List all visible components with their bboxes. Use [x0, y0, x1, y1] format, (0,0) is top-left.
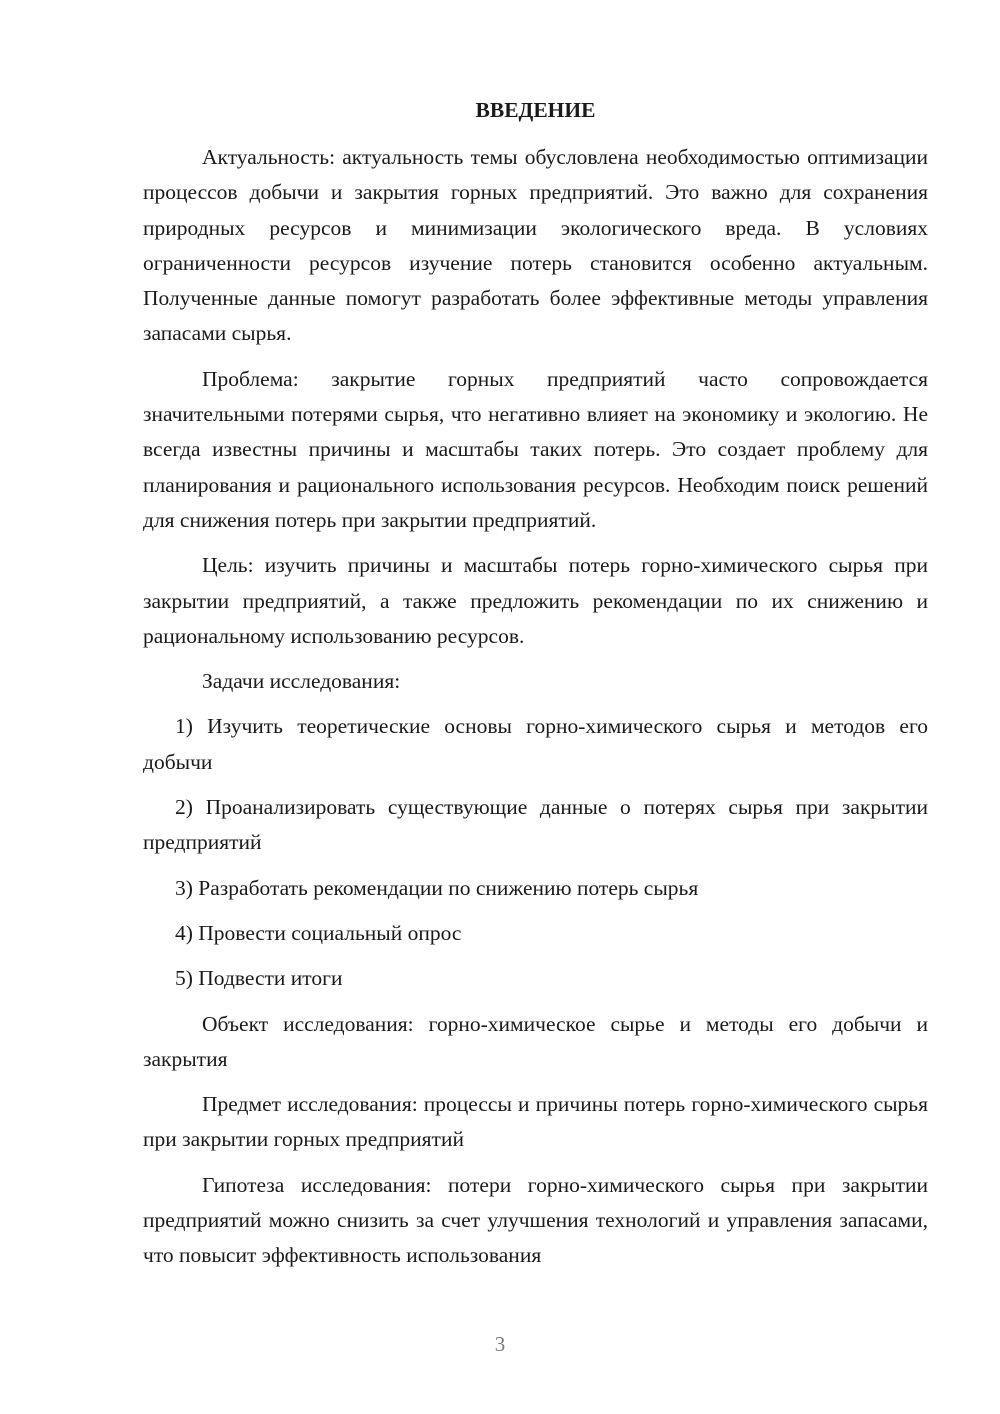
document-page: [143, 88, 928, 1284]
paragraph-object: Объект исследования: горно-химическое сырье и методы его добычи и закрытия: [143, 1011, 928, 1071]
paragraph-hypothesis: Гипотеза исследования: потери горно-химического сырья при закрытии предприятий можно снизить за счет улучшения технологий и управления запасами, что повысит эффективность использования: [143, 1172, 928, 1268]
paragraph-problem: Проблема: закрытие горных предприятий часто сопровождается значительными потерями сырья, что негативно влияет на экономику и экологию. Не всегда известны причины и масштабы таких потерь. Это создает проблему для планирования и рационального использования ресурсов. Необходим поиск решений для снижения потерь при закрытии предприятий.: [143, 366, 928, 532]
task-item-1: 1) Изучить теоретические основы горно-химического сырья и методов его добычи: [143, 714, 928, 774]
task-item-3: 3) Разработать рекомендации по снижению потерь сырья: [175, 875, 699, 900]
paragraph-tasks-heading: Задачи исследования:: [202, 669, 401, 694]
page-number: 3: [494, 1332, 506, 1356]
paragraph-goal: Цель: изучить причины и масштабы потерь горно-химического сырья при закрытии предприятий, а также предложить рекомендации по их снижению и рациональному использованию ресурсов.: [143, 553, 928, 648]
paragraph-subject: Предмет исследования: процессы и причины потерь горно-химического сырья при закрытии горных предприятий: [143, 1092, 928, 1152]
task-item-2: 2) Проанализировать существующие данные о потерях сырья при закрытии предприятий: [143, 795, 928, 855]
task-item-5: 5) Подвести итоги: [175, 966, 343, 991]
paragraph-relevance: Актуальность: актуальность темы обусловлена необходимостью оптимизации процессов добычи и закрытия горных предприятий. Это важно для сохранения природных ресурсов и минимизации экологического вреда. В условиях ограниченности ресурсов изучение потерь становится особенно актуальным. Полученные данные помогут разработать более эффективные методы управления запасами сырья.: [143, 145, 928, 346]
section-title: ВВЕДЕНИЕ: [475, 98, 596, 122]
task-item-4: 4) Провести социальный опрос: [175, 920, 462, 945]
